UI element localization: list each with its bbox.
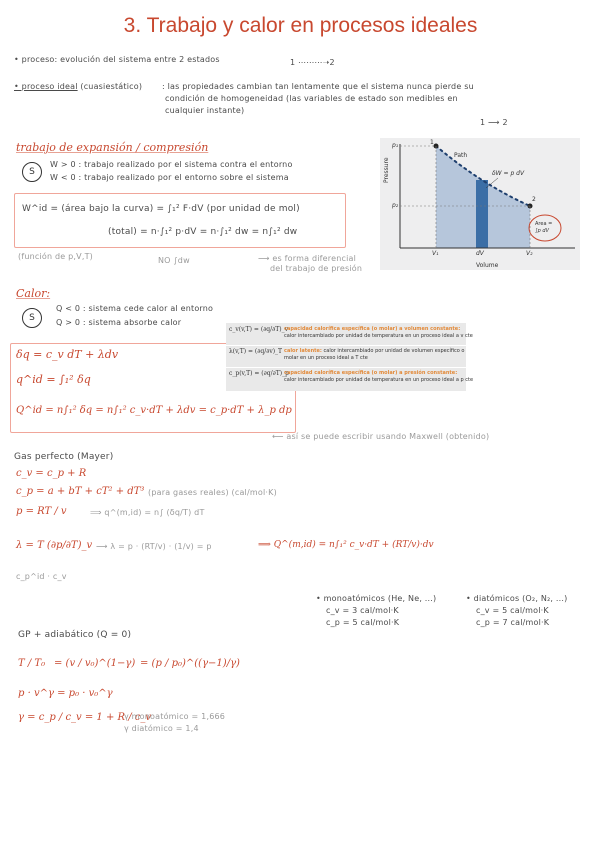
heat-sign-circle: S [22, 308, 42, 328]
adiabatic-heading: GP + adiabático (Q = 0) [18, 630, 132, 640]
work-formula-2: (total) = n·∫₁² p·dV = n·∫₁² dw = n∫₁² dw [108, 227, 298, 237]
lambda-desc-2: molar en un proceso ideal a T cte [284, 355, 368, 361]
work-formula-box [14, 193, 346, 248]
mono-title: • monoatómicos (He, Ne, ...) [316, 594, 437, 603]
adiabatic-eq-1-left: T / T₀ [18, 658, 46, 669]
cv-desc: calor intercambiado por unidad de temperatura en un proceso ideal a v cte [284, 333, 473, 339]
lambda-symbol: λ(v,T) = (∂q/∂v)_T [229, 348, 283, 355]
table-row [226, 323, 473, 346]
mono-cp: c_p = 5 cal/mol·K [326, 618, 400, 627]
dv-label: dV [476, 250, 484, 257]
ideal-process-paren: (cuasiestático) [80, 82, 143, 91]
gas-heading: Gas perfecto (Mayer) [14, 452, 114, 462]
gas-line-4: λ = T (∂p/∂T)_v [16, 540, 93, 551]
process-arrow-mark: 1 ⋯⋯⋯➝2 [290, 58, 335, 67]
gas-line-1: c_v = c_p + R [16, 468, 87, 479]
cv-symbol: c_v(v,T) = (∂q/∂T)_v [229, 326, 289, 333]
work-heading: trabajo de expansión / compresión [16, 141, 209, 154]
work-note-mid: NO ∫dw [158, 256, 190, 265]
pv-ylabel: Pressure [383, 157, 390, 183]
heat-positive: Q > 0 : sistema absorbe calor [56, 318, 182, 327]
gamma-note-1: γ monoatómico = 1,666 [124, 712, 226, 721]
work-note-right-1: ⟶ es forma diferencial [258, 254, 357, 263]
di-title: • diatómicos (O₂, N₂, ...) [466, 594, 568, 603]
di-cv: c_v = 5 cal/mol·K [476, 606, 549, 615]
cp-title: capacidad calorífica específica (o molar) a presión constante: [284, 370, 458, 376]
gas-line-4-mid: ⟶ λ = p · (RT/v) · (1/v) = p [96, 542, 212, 551]
di-cp: c_p = 7 cal/mol·K [476, 618, 550, 627]
adiabatic-eq-1-right: = (p / p₀)^((γ−1)/γ) [140, 658, 240, 669]
p2-label: p₂ [392, 202, 399, 209]
gamma-note-2: γ diatómico = 1,4 [124, 724, 199, 733]
ideal-definition-line1: : las propiedades cambian tan lentamente que el sistema nunca pierde su [162, 82, 474, 91]
adiabatic-eq-3: γ = c_p / c_v = 1 + R / c_v [18, 712, 152, 723]
point-2-label: 2 [532, 196, 536, 203]
v2-label: V₂ [526, 250, 533, 257]
ideal-definition-line3: cualquier instante) [165, 106, 245, 115]
lambda-desc: calor intercambiado por unidad de volumen específico o [323, 348, 465, 354]
point-1-label: 1 [430, 139, 434, 146]
bullet-ideal-process [14, 82, 142, 91]
area-label-2: ∫p dV [535, 228, 549, 234]
cv-title: capacidad calorífica específica (o molar) a volumen constante: [284, 326, 461, 332]
cp-symbol: c_p(v,T) = (∂q/∂T)_p [229, 370, 289, 377]
cp-desc: calor intercambiado por unidad de temperatura en un proceso ideal a p cte [284, 377, 474, 383]
adiabatic-eq-1-mid: = (v / v₀)^(1−γ) [54, 658, 136, 669]
table-row [226, 367, 474, 389]
lambda-title: calor latente: [284, 348, 322, 354]
heat-note: ⟵ así se puede escribir usando Maxwell (obtenido) [272, 432, 490, 441]
dv-strip [476, 180, 488, 248]
gas-line-4-right: ⟹ Q^(m,id) = n∫₁² c_v·dT + (RT/v)·dv [258, 540, 434, 550]
work-negative: W < 0 : trabajo realizado por el entorno sobre el sistema [50, 173, 289, 182]
heat-formula-1: δq = c_v dT + λdv [16, 348, 119, 361]
heat-capacity-table [226, 323, 474, 391]
work-note-left: (función de p,V,T) [18, 252, 93, 261]
p1-label: p₁ [392, 142, 399, 149]
table-row [226, 345, 466, 368]
gas-line-5: c_p^id · c_v [16, 572, 67, 581]
ideal-definition-line2: condición de homogeneidad (las variables de estado son medibles en [165, 94, 458, 103]
work-positive: W > 0 : trabajo realizado por el sistema contra el entorno [50, 160, 293, 169]
page-title: 3. Trabajo y calor en procesos ideales [123, 14, 478, 37]
heat-heading: Calor: [16, 287, 51, 300]
work-note-right-2: del trabajo de presión [270, 264, 363, 273]
heat-negative: Q < 0 : sistema cede calor al entorno [56, 304, 214, 313]
ideal-process-label: • proceso ideal [14, 82, 78, 91]
gas-line-2: c_p = a + bT + cT² + dT³ [16, 486, 145, 497]
heat-formula-2: q^id = ∫₁² δq [16, 373, 91, 386]
work-sign-circle: S [22, 162, 42, 182]
area-label-1: Area = [535, 221, 553, 227]
adiabatic-eq-2: p · v^γ = p₀ · v₀^γ [18, 688, 113, 699]
v1-label: V₁ [432, 250, 439, 257]
state-arrow-mark: 1 ⟶ 2 [480, 118, 508, 127]
heat-formula-3: Q^id = n∫₁² δq = n∫₁² c_v·dT + λdv = c_p·dT + λ_p dp [16, 405, 292, 416]
pv-diagram [380, 138, 580, 270]
path-label: Path [454, 152, 468, 159]
gas-line-2-note: (para gases reales) (cal/mol·K) [148, 488, 277, 497]
gas-line-3: p = RT / v [16, 506, 67, 517]
work-formula-1: W^id = (área bajo la curva) = ∫₁² F·dV (por unidad de mol) [22, 204, 300, 214]
dw-label: δW = p dV [492, 170, 525, 177]
pv-xlabel: Volume [476, 262, 499, 269]
bullet-process: • proceso: evolución del sistema entre 2 estados [14, 55, 220, 64]
mono-cv: c_v = 3 cal/mol·K [326, 606, 399, 615]
gas-line-3-right: ⟹ q^(m,id) = n∫ (δq/T) dT [90, 508, 205, 517]
